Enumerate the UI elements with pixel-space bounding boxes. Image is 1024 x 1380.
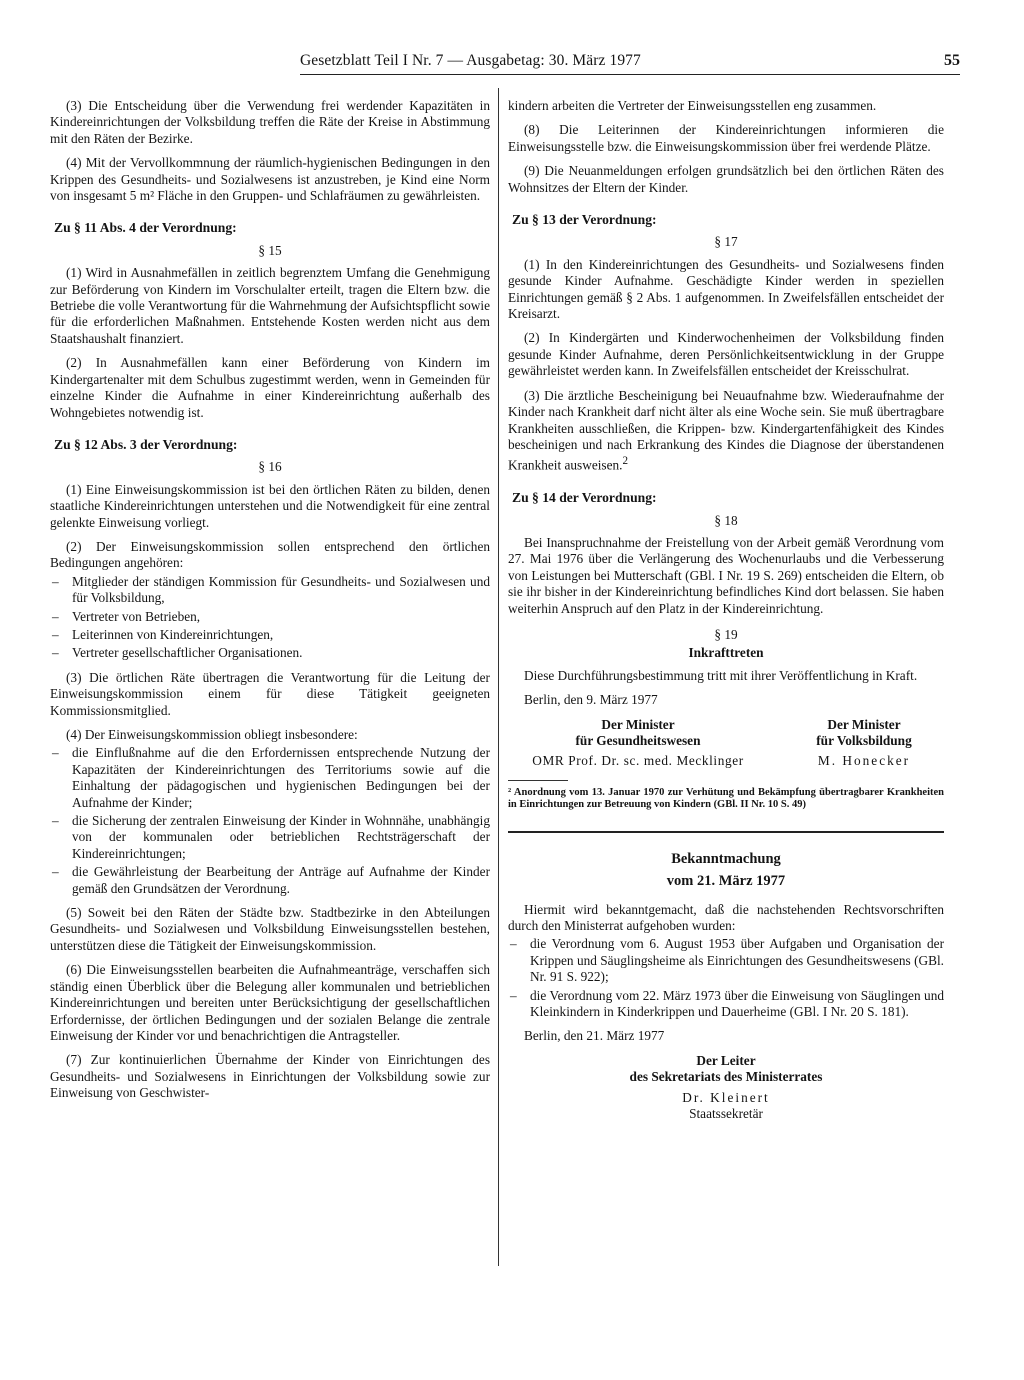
paragraph: Bei Inanspruchnahme der Freistellung von der Arbeit gemäß Verordnung vom 27. Mai 1976 über die Verlängerung des Wochenurlaubs und die Verbesserung von Leistungen bei Mutterschaft (GBl. I Nr. 19 S. 269) entscheiden die Eltern, ob sie ihr bisher in der Kindereinrichtung befindliches Kind dort belassen. Sie haben weiterhin Anspruch auf den Platz in der Kindereinrichtung. xyxy=(508,534,944,616)
signer-ministry: für Volksbildung xyxy=(816,733,912,749)
place-date: Berlin, den 9. März 1977 xyxy=(524,692,658,708)
paragraph: Diese Durchführungsbestimmung tritt mit ihrer Veröffentlichung in Kraft. xyxy=(524,667,918,683)
announcement-date: vom 21. März 1977 xyxy=(666,873,786,890)
list-item: – Vertreter von Betrieben, xyxy=(50,609,490,625)
paragraph: (3) Die Entscheidung über die Verwendung frei werdender Kapazitäten in Kindereinrichtungen der Volksbildung treffen die Räte der Kreise in Abstimmung mit den Räten der Bezirke. xyxy=(50,98,490,146)
announcement-title: Bekanntmachung xyxy=(671,850,781,867)
section-number: § 19 xyxy=(714,626,738,642)
signer-rank: Staatssekretär xyxy=(689,1106,763,1122)
signer-title: Der Minister xyxy=(827,716,901,732)
signer-name: OMR Prof. Dr. sc. med. Mecklinger xyxy=(532,753,744,769)
paragraph: (3) Die örtlichen Räte übertragen die Verantwortung für die Leitung der Einweisungskommission einem für diese Tätigkeit geeigneten Kommissionsmitglied. xyxy=(50,669,490,718)
signer-name: Dr. Kleinert xyxy=(682,1089,770,1105)
signer-ministry: für Gesundheitswesen xyxy=(575,733,701,749)
paragraph: (9) Die Neuanmeldungen erfolgen grundsätzlich bei den örtlichen Räten des Wohnsitzes der Eltern der Kinder. xyxy=(508,163,944,195)
paragraph: (6) Die Einweisungsstellen bearbeiten die Aufnahmeanträge, verschaffen sich ständig einen Überblick über die Belegung aller kommunalen und betrieblichen Kindereinrichtungen und bereiten unter Berücksichtigung der gesellschaftlichen Erfordernisse, der örtlichen Bedingungen und der sozialen Belange die zentrale Einweisung der Kinder vor und benachrichtigen die Antragsteller. xyxy=(50,962,490,1043)
paragraph: (1) In den Kindereinrichtungen des Gesundheits- und Sozialwesens finden gesunde Kinder Aufnahme. Geschädigte Kinder werden in speziellen Einrichtungen gemäß § 2 Abs. 1 aufgenommen. In Zweifelsfällen entscheidet der Kreisarzt. xyxy=(508,256,944,322)
paragraph-text: (3) Die ärztliche Bescheinigung bei Neuaufnahme bzw. Wiederaufnahme der Kinder nach Krankheit darf nicht älter als eine Woche sein. Sie muß übertragbare Krankheiten ausschließen, die Krippen- bzw. Kindergartenfähigkeit des Kindes bescheinigen und nach Erkrankung des Kindes die Diagnose der überstandenen Krankheit ausweisen. xyxy=(508,387,944,473)
section-title: Inkrafttreten xyxy=(688,645,764,661)
signer-title: Der Minister xyxy=(601,716,675,732)
signer-office: des Sekretariats des Ministerrates xyxy=(629,1069,823,1085)
signature-health xyxy=(508,717,768,770)
section-separator xyxy=(508,831,944,833)
paragraph: (4) Mit der Vervollkommnung der räumlich-hygienischen Bedingungen in den Krippen des Gesundheits- und Sozialwesens ist anzustreben, je Kind eine Norm von insgesamt 5 m² Fläche in den Gruppen- und Schlafräumen zu gewährleisten. xyxy=(50,155,490,204)
list-item: – Vertreter gesellschaftlicher Organisationen. xyxy=(50,645,490,661)
list-item: – die Verordnung vom 22. März 1973 über die Einweisung von Säuglingen und Kleinkindern in Kinderkrippen und Dauerheime (GBl. I Nr. 20 S. 181). xyxy=(508,988,944,1021)
paragraph: (8) Die Leiterinnen der Kindereinrichtungen informieren die Einweisungsstelle bzw. die Einweisungskommission über frei werdende Plätze. xyxy=(508,122,944,154)
paragraph: Hiermit wird bekanntgemacht, daß die nachstehenden Rechtsvorschriften durch den Ministerrat aufgehoben wurden: xyxy=(508,901,944,934)
footnote: ² Anordnung vom 13. Januar 1970 zur Verhütung und Bekämpfung übertragbarer Krankheiten in Einrichtungen zur Betreuung von Kindern (GBl. II Nr. 10 S. 49) xyxy=(508,786,944,810)
section-heading: Zu § 14 der Verordnung: xyxy=(512,490,657,506)
section-heading: Zu § 13 der Verordnung: xyxy=(512,212,657,228)
paragraph xyxy=(508,388,944,474)
place-date: Berlin, den 21. März 1977 xyxy=(524,1028,665,1044)
section-heading: Zu § 12 Abs. 3 der Verordnung: xyxy=(54,436,238,452)
signer-title: Der Leiter xyxy=(696,1052,756,1068)
section-number: § 18 xyxy=(714,512,738,528)
gazette-title: Gesetzblatt Teil I Nr. 7 — Ausgabetag: 30. März 1977 xyxy=(300,52,641,69)
list-item: – die Einflußnahme auf die den Erfordernissen entsprechende Nutzung der Kapazitäten der Kindereinrichtungen des Territoriums sowie auf die Einhaltung der pädagogischen und hygienischen Bedingungen bei der Aufnahme der Kinder; xyxy=(50,745,490,811)
paragraph: (2) In Kindergärten und Kinderwochenheimen der Volksbildung finden gesunde Kinder Aufnahme, deren Persönlichkeitsentwicklung in der Gruppe gewährleistet werden kann. In Zweifelsfällen entscheidet der Kreisschulrat. xyxy=(508,330,944,379)
footnote-marker: 2 xyxy=(622,455,629,468)
paragraph: (2) In Ausnahmefällen kann einer Beförderung von Kindern im Kindergartenalter mit dem Schulbus zugestimmt werden, wenn in Gemeinden für einzelne Kinder die Aufnahme in einer Kindereinrichtung außerhalb des Wohngebietes notwendig ist. xyxy=(50,355,490,420)
section-number: § 15 xyxy=(258,242,282,258)
footnote-rule xyxy=(508,780,568,781)
signer-name: M. Honecker xyxy=(817,753,911,769)
page-number: 55 xyxy=(944,52,960,69)
paragraph: (5) Soweit bei den Räten der Städte bzw. Stadtbezirke in den Abteilungen Gesundheits- und Sozialwesen und Volksbildung Einweisungsstellen bestehen, unterstützen diese die Tätigkeit der Einweisungskommission. xyxy=(50,905,490,953)
list-item: – die Gewährleistung der Bearbeitung der Anträge auf Aufnahme der Kinder gemäß den Grundsätzen der Verordnung. xyxy=(50,864,490,897)
paragraph: (4) Der Einweisungskommission obliegt insbesondere: xyxy=(66,727,358,742)
signature-education xyxy=(784,717,944,770)
paragraph: (2) Der Einweisungskommission sollen entsprechend den örtlichen Bedingungen angehören: xyxy=(50,538,490,571)
paragraph: (1) Eine Einweisungskommission ist bei den örtlichen Räten zu bilden, denen staatliche Kindereinrichtungen unterstehen und die Notwendigkeit für eine zentral gelenkte Einweisung vorliegt. xyxy=(50,481,490,530)
right-column xyxy=(508,98,944,1123)
list-item: – die Sicherung der zentralen Einweisung der Kinder in Wohnnähe, unabhängig von der kommunalen oder betrieblichen Rechtsträgerschaft der Kindereinrichtungen; xyxy=(50,813,490,862)
page-header xyxy=(300,52,960,78)
paragraph: (7) Zur kontinuierlichen Übernahme der Kinder von Einrichtungen des Gesundheits- und Sozialwesens in Einrichtungen der Volksbildung sowie zur Einweisung von Geschwister- xyxy=(50,1052,490,1101)
section-number: § 17 xyxy=(714,234,738,250)
signature-block xyxy=(508,717,944,770)
column-divider xyxy=(498,88,499,1266)
list-item: – die Verordnung vom 6. August 1953 über Aufgaben und Organisation der Krippen und Säuglingsheime als Einrichtungen des Gesundheitswesens (GBl. Nr. 91 S. 922); xyxy=(508,936,944,985)
paragraph: (1) Wird in Ausnahmefällen in zeitlich begrenztem Umfang die Genehmigung zur Beförderung von Kindern im Vorschulalter erteilt, tragen die Eltern bzw. die Betriebe die volle Verantwortung für die Wahrnehmung der Aufsichtspflicht sowie für die erforderlichen Maßnahmen. Entstehende Kosten werden nicht aus dem Staatshaushalt finanziert. xyxy=(50,265,490,346)
left-column xyxy=(50,98,490,1110)
section-heading: Zu § 11 Abs. 4 der Verordnung: xyxy=(54,220,237,236)
section-number: § 16 xyxy=(258,459,282,475)
list-item: – Leiterinnen von Kindereinrichtungen, xyxy=(50,627,490,643)
header-rule xyxy=(300,74,960,75)
list-item: – Mitglieder der ständigen Kommission für Gesundheits- und Sozialwesen und für Volksbildung, xyxy=(50,574,490,607)
paragraph: kindern arbeiten die Vertreter der Einweisungsstellen eng zusammen. xyxy=(508,98,877,113)
